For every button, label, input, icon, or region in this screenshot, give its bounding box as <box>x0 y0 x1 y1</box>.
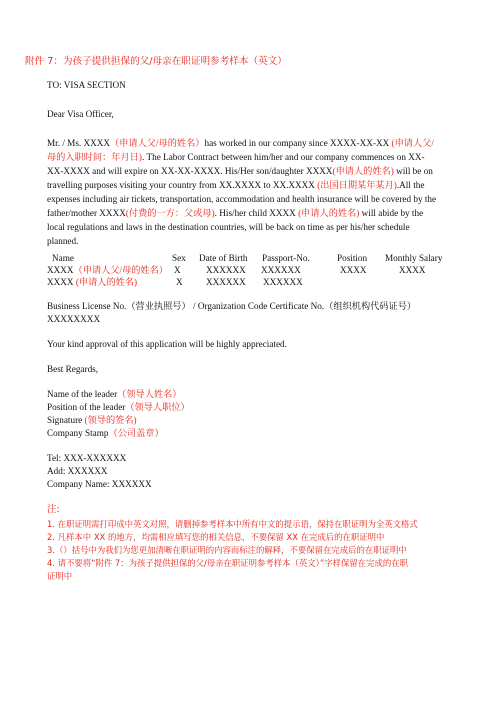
leader-name-line: Name of the leader（领导人姓名） <box>47 389 182 399</box>
note-item-1: 1. 在职证明需打印成中英文对照，请删掉参考样本中所有中文的提示语，保持在职证明为全英文格式 <box>47 519 418 529</box>
body-line-7: local regulations and laws in the destination countries, will be back on time as per his/her schedule <box>47 222 410 232</box>
body-text: will be on <box>393 166 433 176</box>
note-item-3: 3.（）括号中为我们为您更加清晰在职证明的内容而标注的解释，不要保留在完成后的在职证明中 <box>47 545 407 555</box>
body-line-1 <box>47 137 434 149</box>
header-dob: Date of Birth <box>199 253 248 263</box>
body-text: father/mother XXXX <box>47 208 126 218</box>
header-sex: Sex <box>172 253 186 263</box>
body-text: . The Labor Contract between him/her and our company commences on XX- <box>141 152 425 162</box>
body-note: （申请人父/母的姓名） <box>110 138 205 148</box>
license-line: Business License No.（营业执照号） / Organization Code Certificate No.（组织机构代码证号） <box>47 301 417 311</box>
cell-dob: XXXXXX <box>206 265 246 275</box>
body-line-2 <box>47 151 425 163</box>
cell-position: XXXX <box>340 265 367 275</box>
tel-line: Tel: XXX-XXXXXX <box>47 453 127 463</box>
note-item-2: 2. 凡样本中 XX 的地方，均需相应填写您的相关信息，不要保留 XX 在完成后的在职证明中 <box>47 532 385 542</box>
body-note: (申请人的姓名) <box>295 208 360 218</box>
body-text: travelling purposes visiting your country from XX.XXXX to XX.XXXX <box>47 180 315 190</box>
table-header-row <box>47 252 467 264</box>
header-passport: Passport-No. <box>262 253 310 263</box>
license-number: XXXXXXXX <box>47 314 101 324</box>
body-line-4 <box>47 179 424 191</box>
body-note: (申请人的姓名) <box>332 166 394 176</box>
body-text: will abide by the <box>359 208 424 218</box>
signature-line: Signature (领导的签名) <box>47 415 137 425</box>
regards-line: Best Regards, <box>47 364 99 374</box>
header-name: Name <box>52 253 74 263</box>
salutation: Dear Visa Officer, <box>47 109 114 119</box>
body-note: (出国日期某年某月) <box>314 180 397 190</box>
cell-sex: X <box>174 265 181 275</box>
body-note: 母的入职时间：年月日) <box>47 152 142 162</box>
cell-name: XXXX (申请人的姓名) <box>47 277 138 287</box>
header-position: Position <box>337 253 368 263</box>
note-item-4: 4. 请不要将“附件 7：为孩子提供担保的父/母亲在职证明参考样本（英文）”字样保留在完成的在职 <box>47 558 408 568</box>
cell-sex: X <box>176 277 183 287</box>
body-line-8: planned. <box>47 236 79 246</box>
body-text: XX-XXXX and will expire on XX-XX-XXXX. His/Her son/daughter XXXX <box>47 166 333 176</box>
body-text: . His/her child XXXX <box>214 208 296 218</box>
note-item-4-cont: 证明中 <box>47 571 73 581</box>
cell-passport: XXXXXX <box>263 277 303 287</box>
cell-dob: XXXXXX <box>206 277 246 287</box>
cell-name: XXXX（申请人父/母的姓名） <box>47 265 168 275</box>
company-stamp-line: Company Stamp（公司盖章） <box>47 428 164 438</box>
table-row <box>47 276 467 288</box>
leader-position-line: Position of the leader（领导人职位） <box>47 402 190 412</box>
table-row <box>47 264 467 276</box>
body-text: Mr. / Ms. XXXX <box>47 138 111 148</box>
body-text: .All the <box>396 180 425 190</box>
approval-line: Your kind approval of this application will be highly appreciated. <box>47 339 287 349</box>
body-line-5: expenses including air tickets, transportation, accommodation and health insurance will be covered by the <box>47 194 437 204</box>
body-line-3 <box>47 165 433 177</box>
body-note: (申请人父/ <box>391 138 434 148</box>
body-line-6 <box>47 207 423 219</box>
cell-salary: XXXX <box>399 265 426 275</box>
document-title: 附件 7：为孩子提供担保的父/母亲在职证明参考样本（英文） <box>25 56 287 67</box>
notes-heading: 注: <box>47 504 60 515</box>
cell-passport: XXXXXX <box>261 265 301 275</box>
recipient-line: TO: VISA SECTION <box>47 80 126 90</box>
body-text: has worked in our company since XXXX-XX-XX <box>204 138 390 148</box>
header-salary: Monthly Salary <box>385 253 443 263</box>
body-note: (付费的一方：父或母) <box>125 208 215 218</box>
company-name-line: Company Name: XXXXXX <box>47 479 152 489</box>
address-line: Add: XXXXXX <box>47 466 108 476</box>
